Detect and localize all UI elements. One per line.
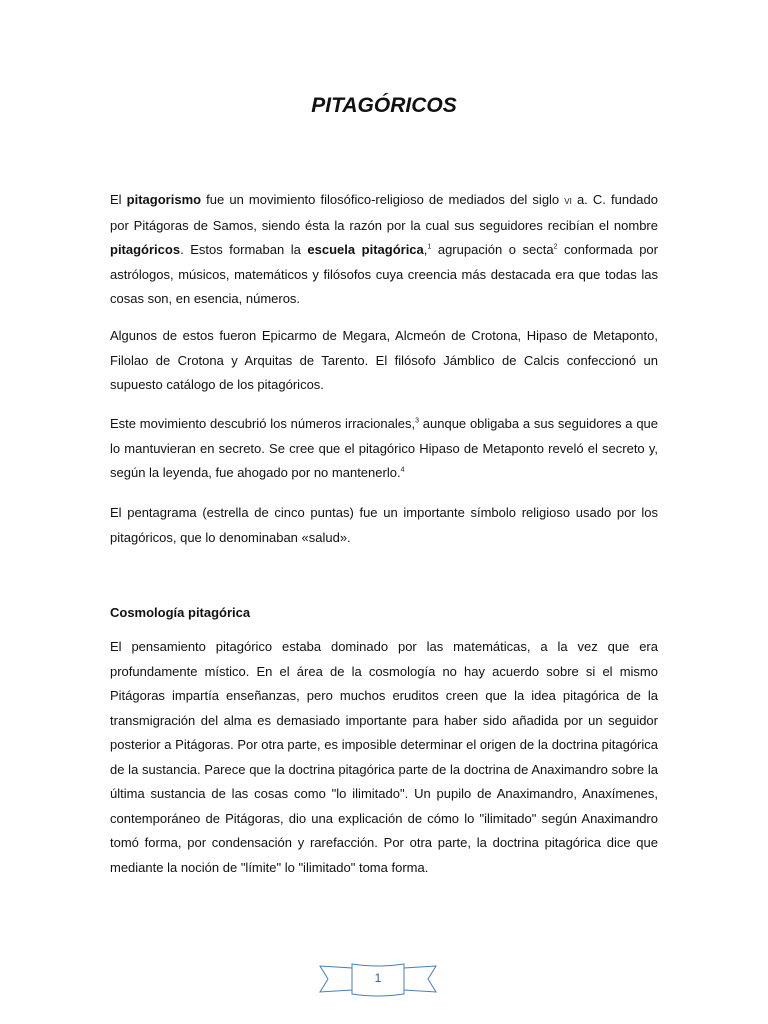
footnote-ref-1: 1 — [427, 243, 432, 251]
century-numeral: vi — [564, 195, 572, 207]
paragraph-cosmology: El pensamiento pitagórico estaba dominado por las matemáticas, a la vez que era profundamente místico. En el área de la cosmología no hay acuerdo sobre si el mismo Pitágoras impartía enseñanzas, pero muchos eruditos creen que la idea pitagórica de la transmigración del alma es demasiado importante para haber sido añadida por un seguidor posterior a Pitágoras. Por otra parte, es imposible determinar el origen de la doctrina pitagórica de la sustancia. Parece que la doctrina pitagórica parte de la doctrina de Anaximandro sobre la última sustancia de las cosas como "lo ilimitado". Un pupilo de Anaximandro, Anaxímenes, contemporáneo de Pitágoras, dio una explicación de cómo lo "ilimitado" según Anaximandro tomó forma, por condensación y rarefacción. Por otra parte, la doctrina pitagórica dice que mediante la noción de "límite" lo "ilimitado" toma forma. — [110, 639, 658, 875]
page-number: 1 — [374, 971, 382, 985]
section-heading-cosmologia: Cosmología pitagórica — [110, 605, 251, 620]
paragraph-intro: El pitagorismo fue un movimiento filosófico-religioso de mediados del siglo vi a. C. fundado por Pitágoras de Samos, siendo ésta la razón por la cual sus seguidores recibían el nombre pitagóricos. Estos formaban la escuela pitagórica,$^1$ agrupación o secta$^2$ conformada por astrólogos, músicos, matemáticos y filósofos cuya creencia más destacada era que todas las cosas son, en esencia, números. — [110, 192, 658, 306]
term-pitagoricos: pitagóricos — [110, 242, 181, 257]
footnote-ref-2: 2 — [553, 243, 558, 251]
footnote-ref-3: 3 — [415, 417, 419, 425]
footnote-ref-4: 4 — [400, 466, 405, 474]
paragraph-members: Algunos de estos fueron Epicarmo de Megara, Alcmeón de Crotona, Hipaso de Metaponto, Filolao de Crotona y Arquitas de Tarento. El filósofo Jámblico de Calcis confeccionó un supuesto catálogo de los pitagóricos. — [110, 328, 658, 392]
term-pitagorismo: pitagorismo — [126, 192, 202, 207]
paragraph-pentagram: El pentagrama (estrella de cinco puntas) fue un importante símbolo religioso usado por los pitagóricos, que lo denominaban «salud». — [110, 505, 658, 545]
page-title: PITAGÓRICOS — [311, 94, 457, 117]
term-escuela-pitagorica: escuela pitagórica — [307, 242, 424, 257]
paragraph-irrational-numbers: Este movimiento descubrió los números irracionales,$^3$ aunque obligaba a sus seguidores a que lo mantuvieran en secreto. Se cree que el pitagórico Hipaso de Metaponto reveló el secreto y, según la leyenda, fue ahogado por no mantenerlo.$^4$ — [110, 416, 659, 480]
page-footer — [318, 962, 438, 1000]
